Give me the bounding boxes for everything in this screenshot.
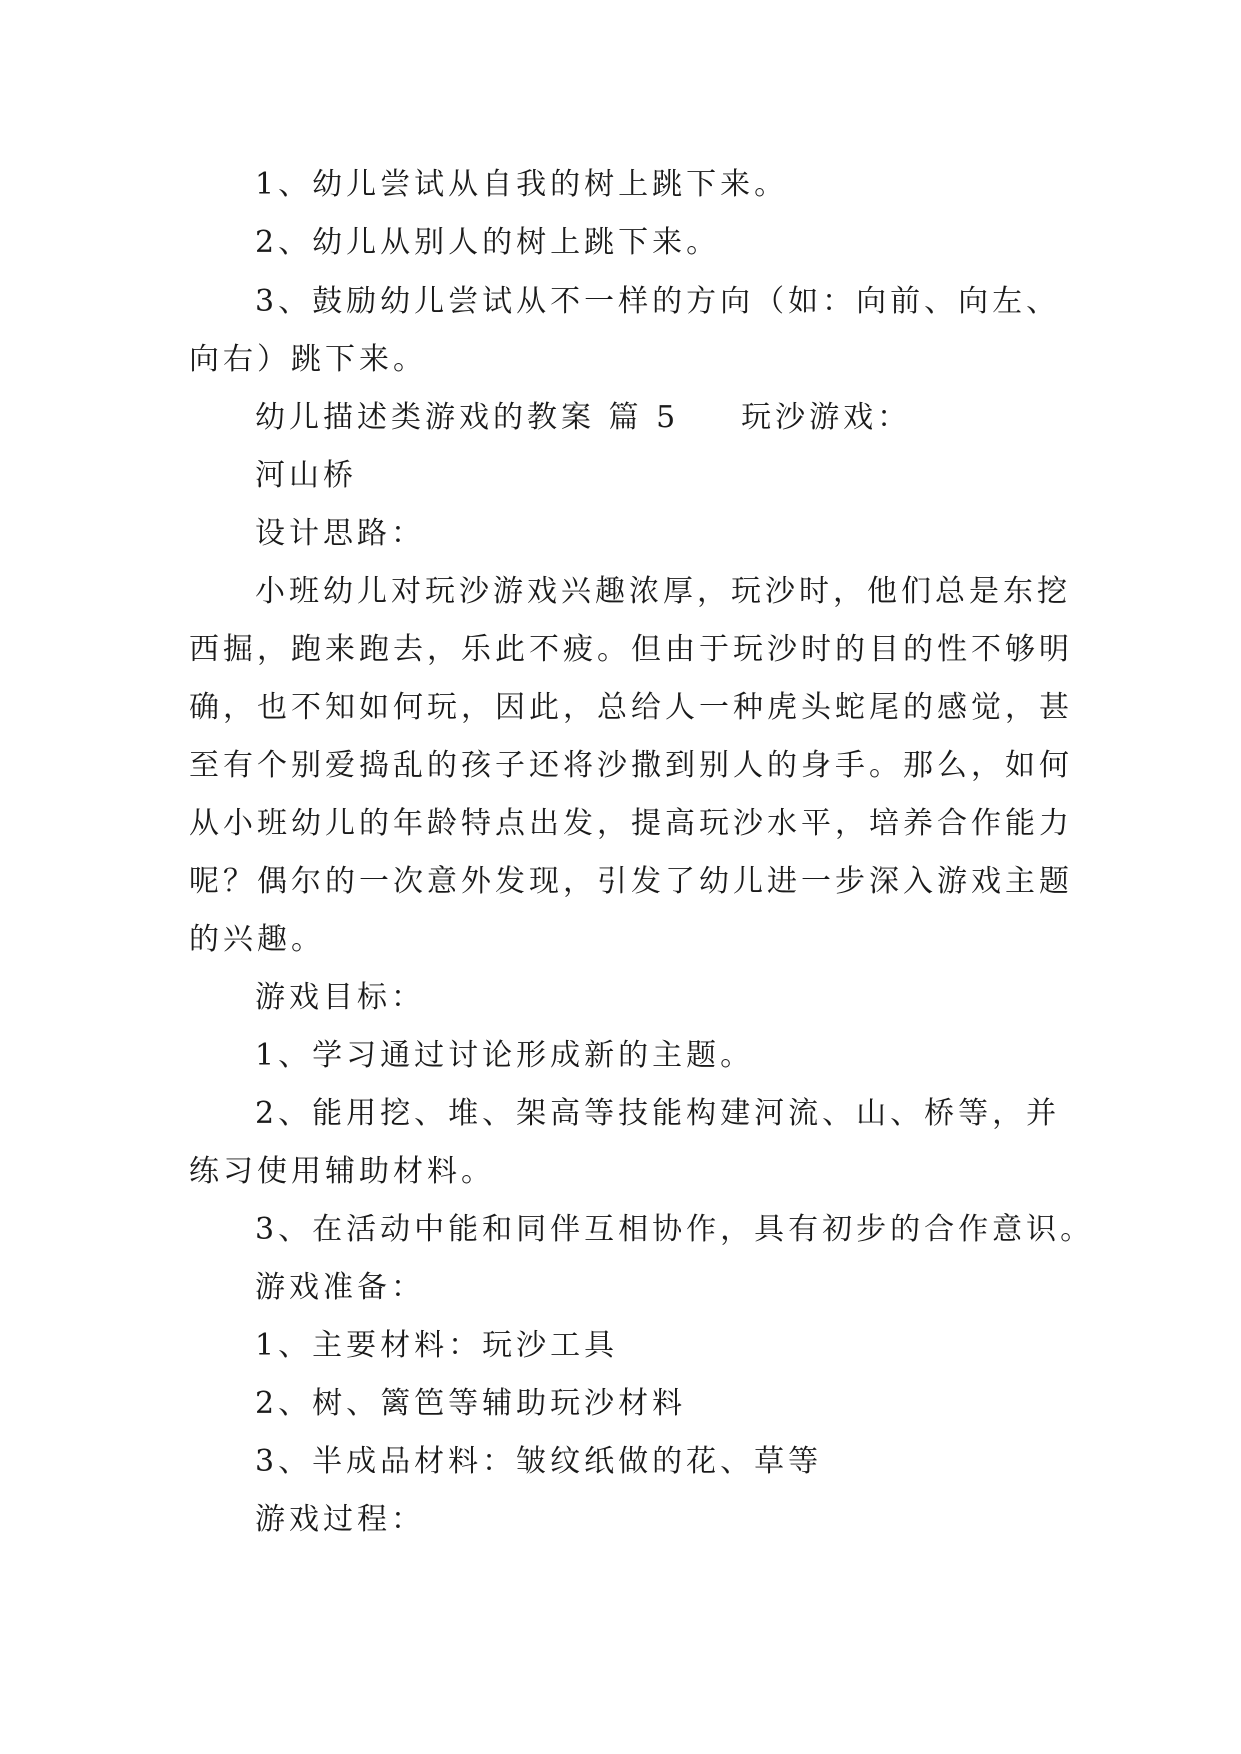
goal-item: 2、能用挖、堆、架高等技能构建河流、山、桥等，并 (255, 1096, 1061, 1131)
game-preparation-heading: 游戏准备： (255, 1270, 425, 1305)
paragraph-line: 的兴趣。 (189, 922, 325, 957)
preparation-item: 3、半成品材料：皱纹纸做的花、草等 (255, 1444, 823, 1479)
section-heading (255, 398, 911, 438)
paragraph-line: 呢？偶尔的一次意外发现，引发了幼儿进一步深入游戏主题 (189, 864, 1073, 899)
goal-item: 1、学习通过讨论形成新的主题。 (255, 1038, 755, 1073)
paragraph-line: 至有个别爱捣乱的孩子还将沙撒到别人的身手。那么，如何 (189, 748, 1073, 783)
preparation-item: 2、树、篱笆等辅助玩沙材料 (255, 1386, 687, 1421)
paragraph-line: 确，也不知如何玩，因此，总给人一种虎头蛇尾的感觉，甚 (189, 690, 1073, 725)
goal-item-continuation: 练习使用辅助材料。 (189, 1154, 495, 1189)
game-goals-heading: 游戏目标： (255, 980, 425, 1015)
game-name: 河山桥 (255, 458, 357, 493)
preparation-item: 1、主要材料：玩沙工具 (255, 1328, 619, 1363)
goal-item: 3、在活动中能和同伴互相协作，具有初步的合作意识。 (255, 1212, 1095, 1247)
design-idea-heading: 设计思路： (255, 516, 425, 551)
step-3-continuation: 向右）跳下来。 (189, 342, 427, 377)
paragraph-line: 从小班幼儿的年龄特点出发，提高玩沙水平，培养合作能力 (189, 806, 1073, 841)
section-heading-title: 幼儿描述类游戏的教案 篇 5 (255, 400, 680, 435)
paragraph-line: 小班幼儿对玩沙游戏兴趣浓厚，玩沙时，他们总是东挖 (255, 574, 1071, 609)
paragraph-line: 西掘，跑来跑去，乐此不疲。但由于玩沙时的目的性不够明 (189, 632, 1073, 667)
step-3-line: 3、鼓励幼儿尝试从不一样的方向（如：向前、向左、 (255, 284, 1061, 319)
step-1-line: 1、幼儿尝试从自我的树上跳下来。 (255, 167, 789, 202)
step-2-line: 2、幼儿从别人的树上跳下来。 (255, 225, 721, 260)
section-heading-subtitle: 玩沙游戏： (741, 400, 912, 435)
game-process-heading: 游戏过程： (255, 1502, 425, 1537)
